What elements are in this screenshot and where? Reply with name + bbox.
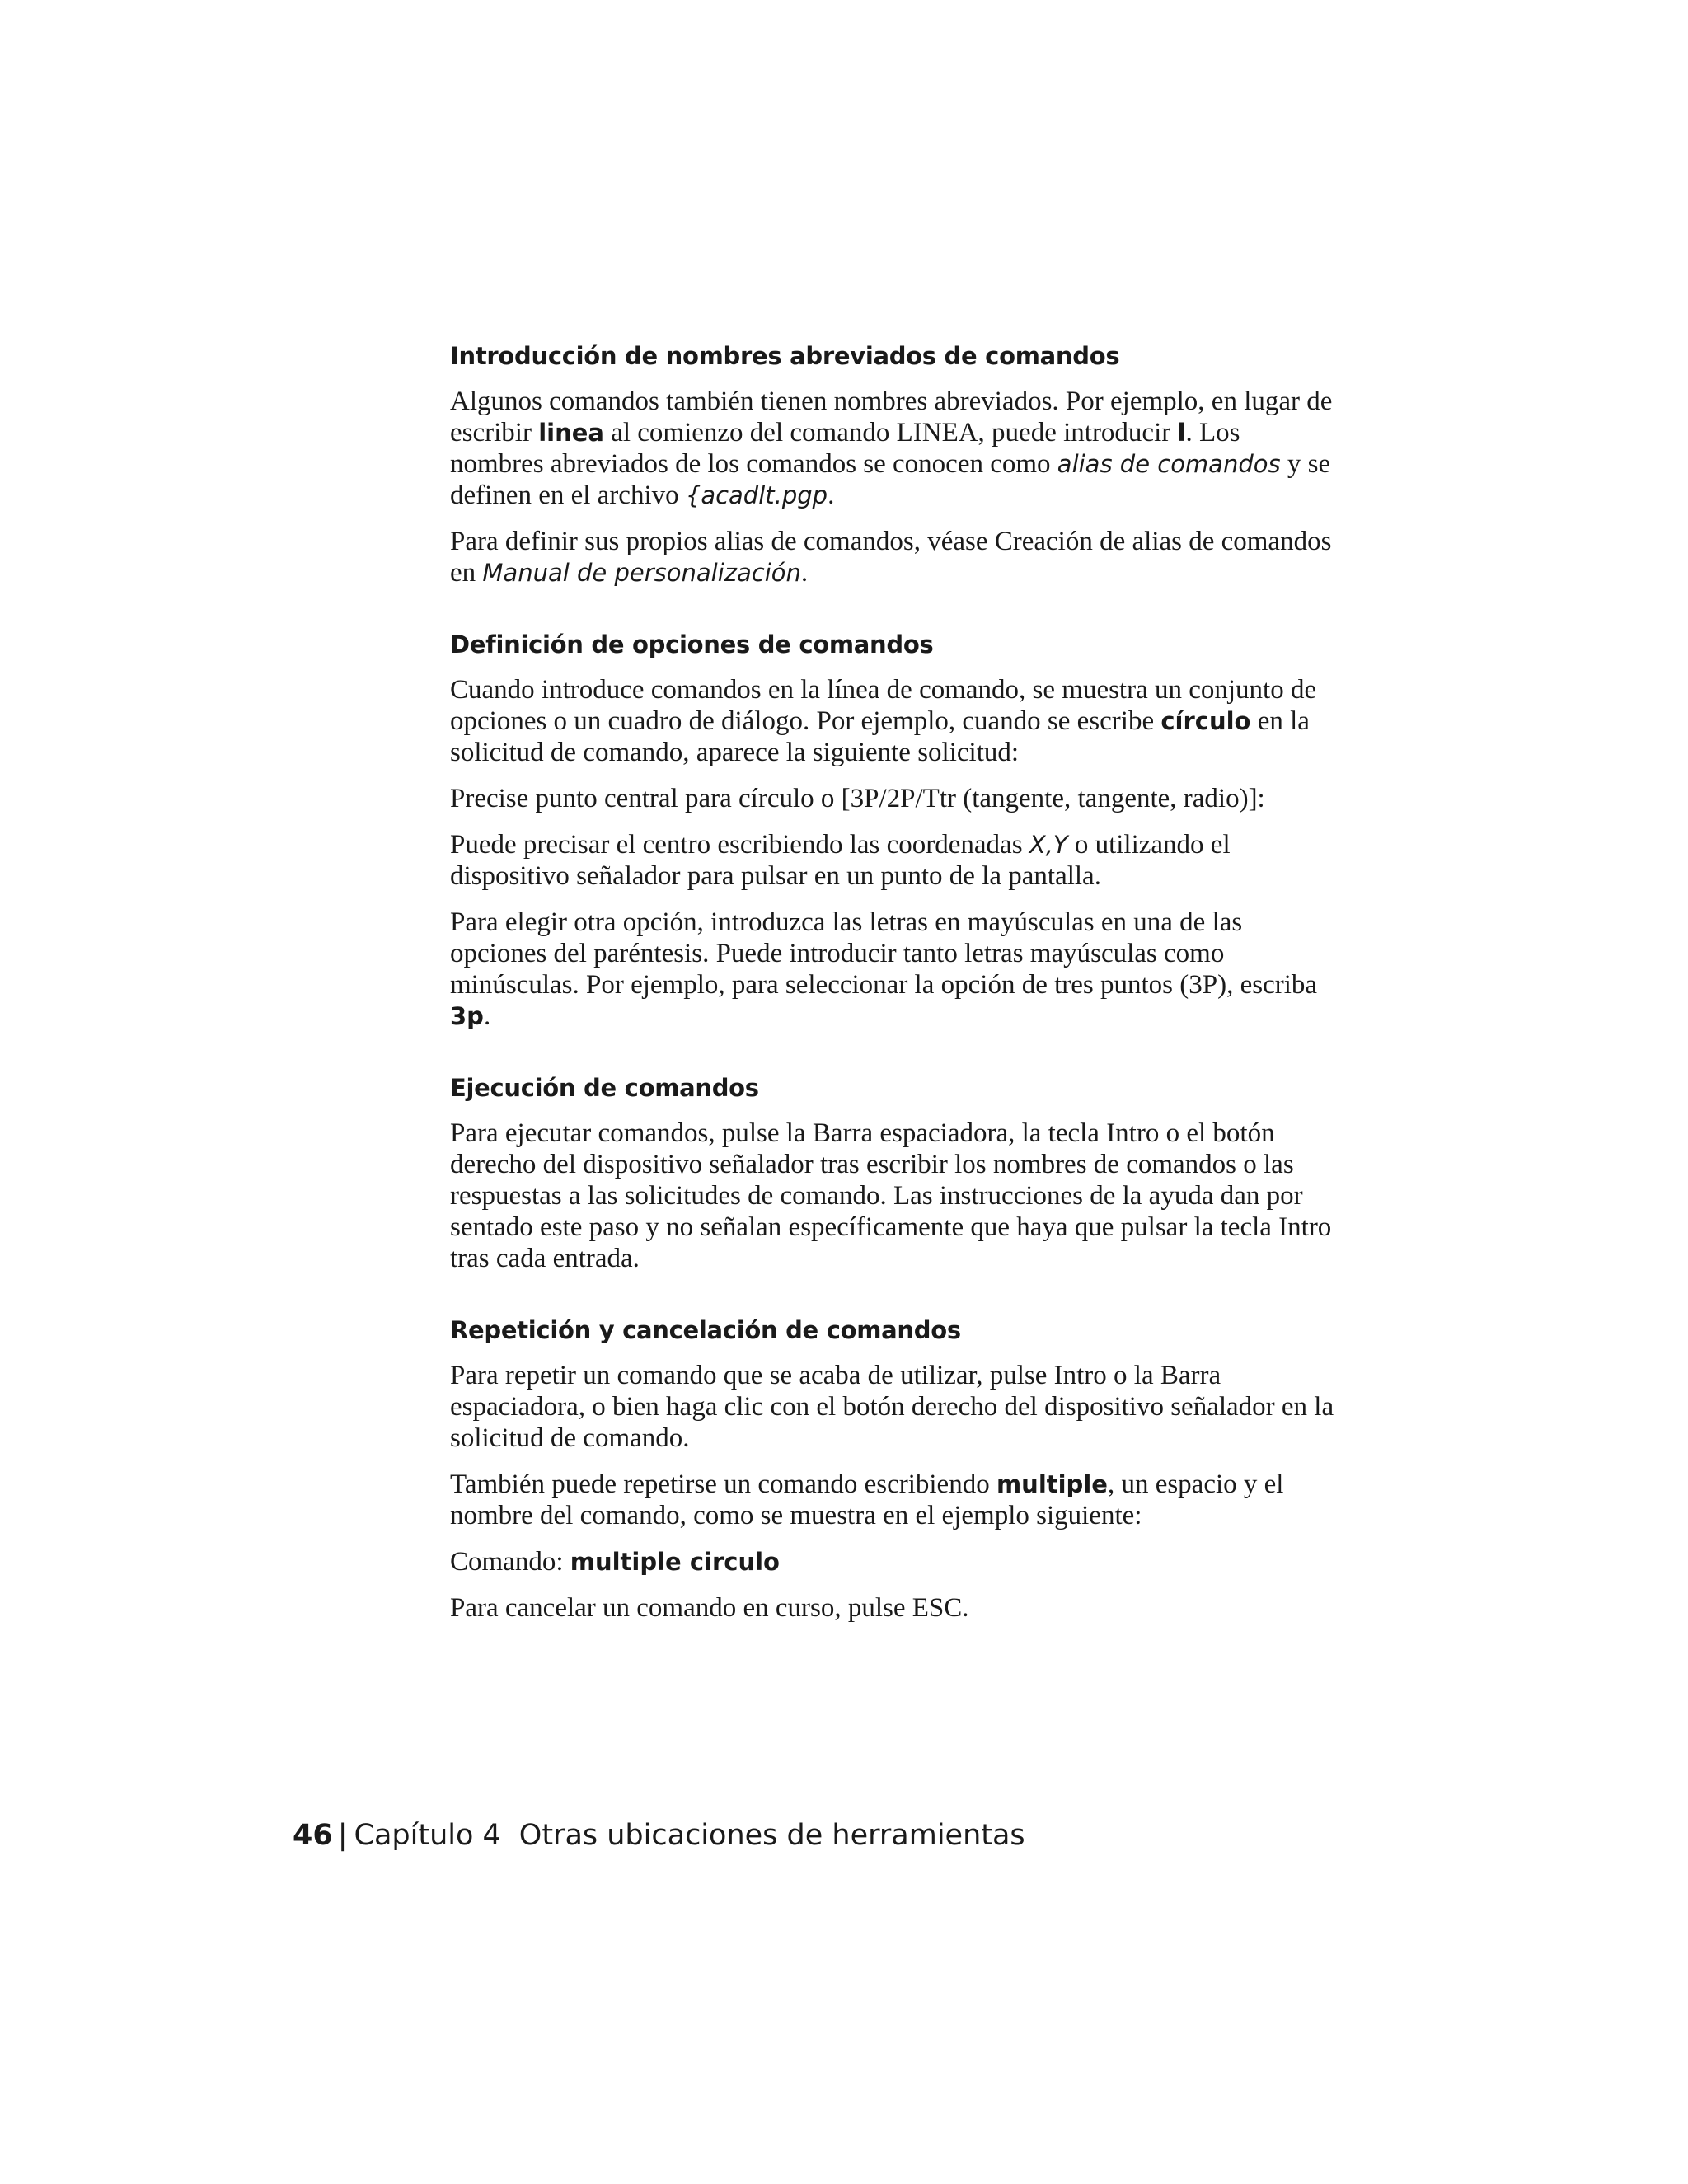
text-run: Cuando introduce comandos en la línea de comando, se muestra un conjunto de opciones o un cuadro de diálogo. Por ejemplo, cuando se escribe [450, 675, 1317, 736]
text-run: Para repetir un comando que se acaba de utilizar, pulse Intro o la Barra espaciadora, o bien haga clic con el botón derecho del dispositivo señalador en la solicitud de comando. [450, 1361, 1334, 1453]
body-paragraph [450, 829, 1340, 892]
bold-term: multiple [996, 1470, 1108, 1498]
body-paragraph [450, 1592, 1340, 1624]
text-run: . [800, 558, 809, 588]
sections-container [450, 338, 1340, 1624]
body-paragraph [450, 674, 1340, 768]
text-run: Para elegir otra opción, introduzca las letras en mayúsculas en una de las opciones del paréntesis. Puede introducir tanto letras mayúsculas como minúsculas. Por ejemplo, para seleccionar la opción de tres puntos (3P), escriba [450, 907, 1318, 1000]
bold-term: linea [538, 419, 604, 447]
body-paragraph [450, 1546, 1340, 1577]
text-run: Comando: [450, 1547, 570, 1577]
body-paragraph [450, 526, 1340, 588]
text-run: y se definen en el archivo [450, 449, 1331, 510]
text-run: en la solicitud de comando, aparece la siguiente solicitud: [450, 706, 1310, 767]
body-paragraph [450, 783, 1340, 814]
section-heading: Repetición y cancelación de comandos [450, 1316, 961, 1344]
bold-term: multiple circulo [570, 1548, 780, 1576]
text-run: Para ejecutar comandos, pulse la Barra espaciadora, la tecla Intro o el botón derecho del dispositivo señalador tras escribir los nombres de comandos o las respuestas a las solicitudes de comando. Las instrucciones de la ayuda dan por sentado este paso y no señalan específicamente que haya que pulsar la tecla Intro tras cada entrada. [450, 1118, 1332, 1273]
text-run: o utilizando el dispositivo señalador para pulsar en un punto de la pantalla. [450, 830, 1231, 891]
section-heading: Definición de opciones de comandos [450, 630, 934, 658]
document-body [450, 338, 1340, 1638]
text-run: Algunos comandos también tienen nombres abreviados. Por ejemplo, en lugar de escribir [450, 387, 1333, 448]
body-paragraph [450, 1118, 1340, 1274]
italic-term: alias de comandos [1057, 450, 1281, 478]
text-run: También puede repetirse un comando escribiendo [450, 1469, 996, 1499]
italic-term: {acadlt.pgp [685, 481, 828, 509]
bold-term: l [1177, 419, 1186, 447]
bold-term: 3p [450, 1002, 484, 1030]
page-number: 46 [293, 1819, 333, 1852]
text-run: Para definir sus propios alias de comandos, véase Creación de alias de comandos en [450, 527, 1332, 588]
text-run: . [483, 1001, 491, 1031]
bold-term: círculo [1160, 707, 1251, 735]
chapter-label: Capítulo 4 [354, 1819, 501, 1852]
section-heading: Ejecución de comandos [450, 1074, 759, 1102]
text-run: . Los nombres abreviados de los comandos se conocen como [450, 418, 1240, 479]
italic-term: Manual de personalización [482, 559, 801, 587]
text-run: . [828, 480, 835, 510]
body-paragraph [450, 1469, 1340, 1531]
italic-term: X,Y [1029, 831, 1068, 859]
text-run: Puede precisar el centro escribiendo las coordenadas [450, 830, 1029, 860]
text-run: al comienzo del comando LINEA, puede introducir [603, 418, 1178, 448]
text-run: Precise punto central para círculo o [3P/2P/Ttr (tangente, tangente, radio)]: [450, 784, 1265, 813]
text-run: , un espacio y el nombre del comando, como se muestra en el ejemplo siguiente: [450, 1469, 1284, 1530]
footer-separator: | [337, 1819, 348, 1852]
body-paragraph [450, 1360, 1340, 1454]
body-paragraph [450, 386, 1340, 511]
text-run: Para cancelar un comando en curso, pulse ESC. [450, 1593, 969, 1623]
section-heading: Introducción de nombres abreviados de comandos [450, 342, 1120, 370]
page-footer [293, 1817, 1025, 1854]
chapter-title: Otras ubicaciones de herramientas [518, 1819, 1025, 1852]
body-paragraph [450, 907, 1340, 1032]
